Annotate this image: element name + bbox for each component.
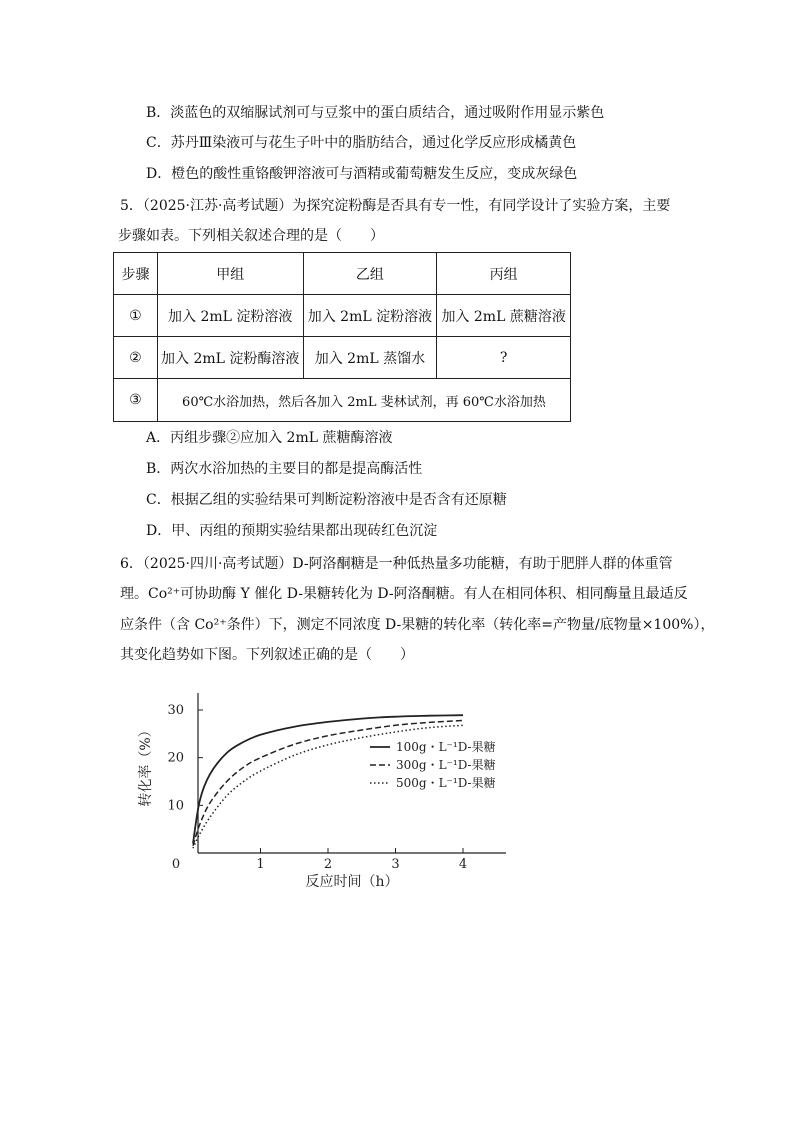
table-cell-step: ① [114,295,158,337]
table-cell-step: ③ [114,379,158,422]
y-tick-label: 10 [167,798,184,814]
table-header-cell: 甲组 [157,253,303,295]
y-tick-label: 20 [167,750,184,766]
q5-option-a: A．丙组步骤②应加入 2mL 蔗糖酶溶液 [146,430,393,446]
table-cell: 加入 2mL 淀粉溶液 [157,295,303,337]
q6-stem-line1: 6．（2025·四川·高考试题）D-阿洛酮糖是一种低热量多功能糖，有助于肥胖人群的体重管 [120,556,673,572]
legend-label: 300g・L⁻¹D-果糖 [396,758,496,772]
x-tick-label: 2 [323,857,333,872]
x-tick-label: 1 [256,857,265,872]
table-header-cell: 丙组 [437,253,571,295]
table-cell: 加入 2mL 蒸馏水 [303,337,437,379]
y-axis-label: 转化率（%） [138,723,154,807]
q5-experiment-table [113,252,571,422]
table-cell: 加入 2mL 淀粉酶溶液 [157,337,303,379]
table-header-cell: 步骤 [114,253,158,295]
q4-option-c: C．苏丹Ⅲ染液可与花生子叶中的脂肪结合，通过化学反应形成橘黄色 [146,135,577,151]
table-cell-step: ② [114,337,158,379]
table-row [114,295,571,337]
q6-stem-line4: 其变化趋势如下图。下列叙述正确的是（ ） [120,647,414,663]
table-header-cell: 乙组 [303,253,437,295]
q4-option-d: D．橙色的酸性重铬酸钾溶液可与酒精或葡萄糖发生反应，变成灰绿色 [146,166,578,182]
x-tick-label: 4 [458,857,468,872]
conversion-rate-chart [118,683,520,893]
x-tick-label: 0 [171,857,181,872]
table-header-row [114,253,571,295]
legend-label: 500g・L⁻¹D-果糖 [396,776,496,790]
table-row [114,337,571,379]
y-tick-label: 30 [167,703,184,718]
q5-stem-line2: 步骤如表。下列相关叙述合理的是（ ） [118,228,384,244]
q5-option-d: D．甲、丙组的预期实验结果都出现砖红色沉淀 [146,523,438,539]
table-cell: ? [437,337,571,379]
q4-option-b: B．淡蓝色的双缩脲试剂可与豆浆中的蛋白质结合，通过吸附作用显示紫色 [146,105,605,121]
table-cell: 加入 2mL 淀粉溶液 [303,295,437,337]
table-cell-merged: 60℃水浴加热，然后各加入 2mL 斐林试剂，再 60℃水浴加热 [157,379,570,422]
x-axis-label: 反应时间（h） [305,874,399,890]
q5-option-c: C．根据乙组的实验结果可判断淀粉溶液中是否含有还原糖 [146,492,507,508]
q6-stem-line3: 应条件（含 Co²⁺条件）下，测定不同浓度 D-果糖的转化率（转化率=产物量/底物量×100%）， [120,617,715,633]
q6-stem-line2: 理。Co²⁺可协助酶 Y 催化 D-果糖转化为 D-阿洛酮糖。有人在相同体积、相同酶量且最适反 [120,586,688,602]
x-tick-label: 3 [391,857,400,872]
table-cell: 加入 2mL 蔗糖溶液 [437,295,571,337]
q5-stem-line1: 5．（2025·江苏·高考试题）为探究淀粉酶是否具有专一性，有同学设计了实验方案，主要 [120,198,671,214]
legend-label: 100g・L⁻¹D-果糖 [396,740,496,754]
table-row [114,379,571,422]
q5-option-b: B．两次水浴加热的主要目的都是提高酶活性 [146,461,423,477]
